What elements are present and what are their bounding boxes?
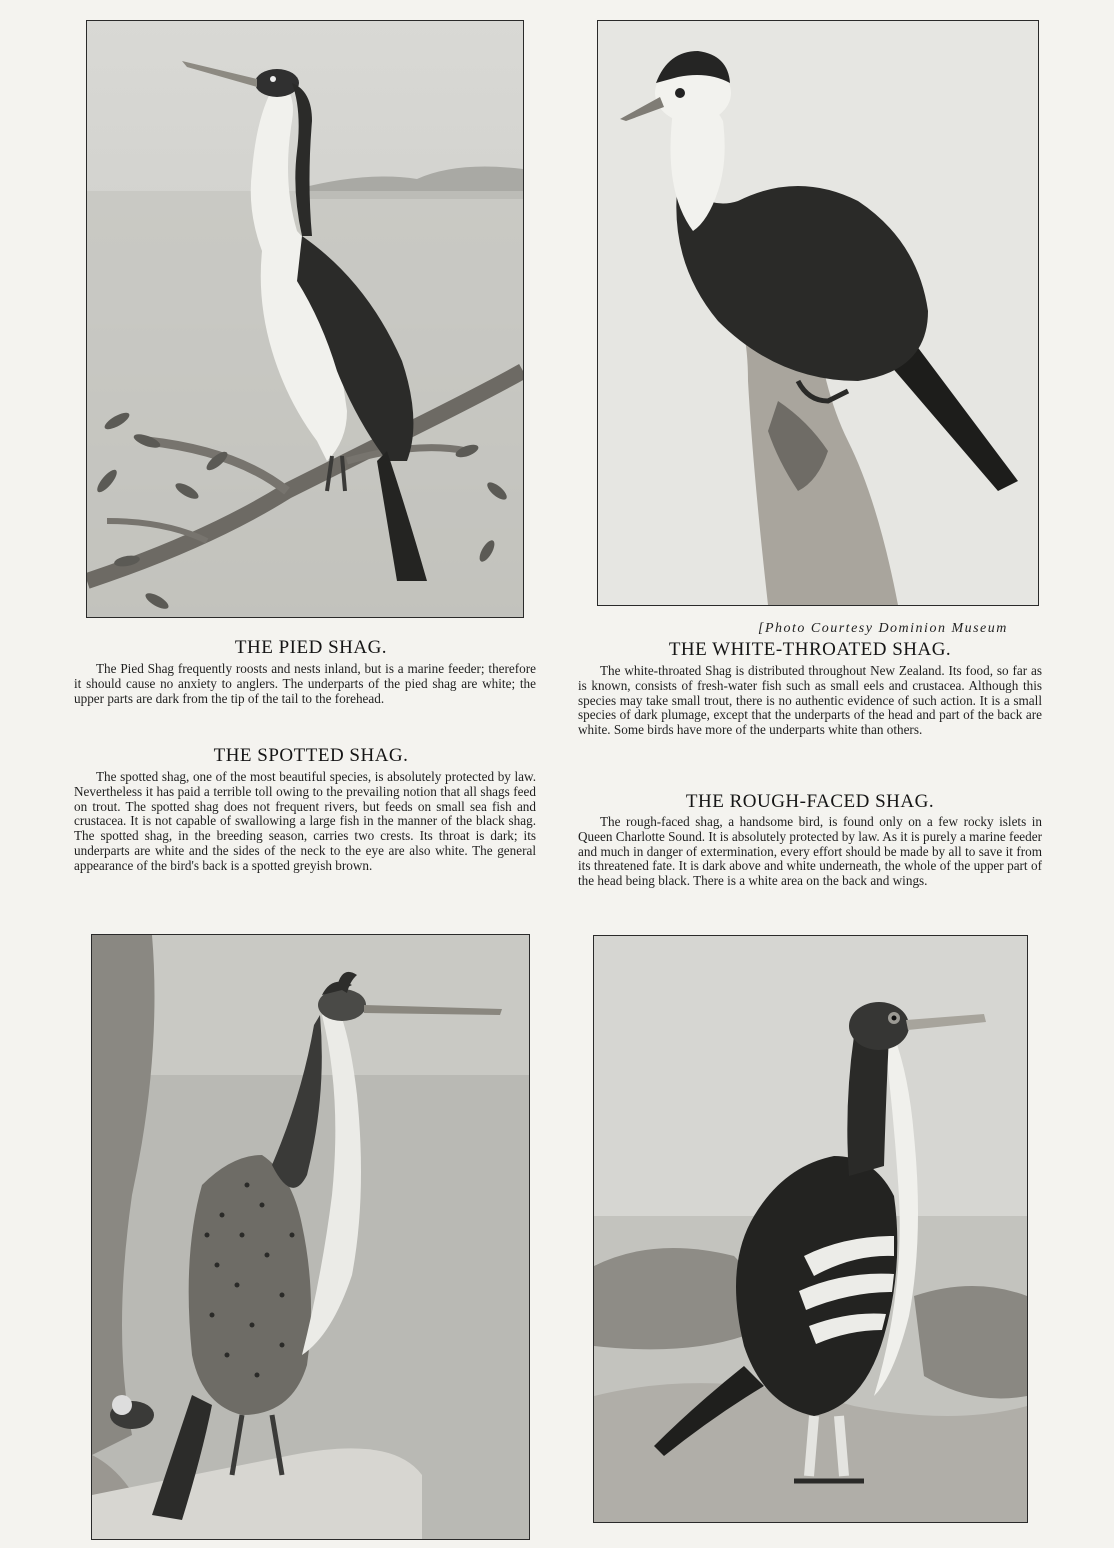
white-throated-shag-title: THE WHITE-THROATED SHAG. [668, 639, 952, 660]
rough-faced-shag-photo [593, 935, 1028, 1523]
white-throated-shag-description: The white-throated Shag is distributed throughout New Zealand. Its food, so far as is known, consists of fresh-water fish such as small eels and crustacea. Although this species may take small trout, there is no authentic evidence of such action. It is a small species of dark plumage, except that the underparts of the head and part of the back are white. Some birds have more of the underparts white than others. [578, 663, 1042, 738]
pied-shag-illustration [86, 20, 524, 618]
pied-shag-title: THE PIED SHAG. [234, 637, 388, 658]
rough-faced-shag-title: THE ROUGH-FACED SHAG. [685, 791, 935, 812]
spotted-shag-title: THE SPOTTED SHAG. [213, 745, 409, 766]
spotted-shag-description: The spotted shag, one of the most beautiful species, is absolutely protected by law. Nevertheless it has paid a terrible toll owing to the prevailing notion that all shags feed on trout. The spotted shag does not frequent rivers, but feeds on small sea fish and crustacea. It is not capable of swallowing a large fish in the manner of the black shag. The spotted shag, in the breeding season, carries two crests. Its throat is dark; its underparts are white and the sides of the neck to the eye are also white. The general appearance of the bird's back is a spotted greyish brown. [74, 769, 536, 873]
white-throated-shag-photo [597, 20, 1039, 606]
spotted-shag-illustration [91, 934, 530, 1540]
rough-faced-shag-description: The rough-faced shag, a handsome bird, is found only on a few rocky islets in Queen Charlotte Sound. It is absolutely protected by law. As it is purely a marine feeder and much in danger of extermination, every effort should be made by all to save it from its threatened fate. It is dark above and white underneath, the whole of the upper part of the head being black. There is a white area on the back and wings. [578, 814, 1042, 889]
photo-credit: [Photo Courtesy Dominion Museum [758, 621, 1008, 636]
pied-shag-description: The Pied Shag frequently roosts and nests inland, but is a marine feeder; therefore it should cause no anxiety to anglers. The underparts of the pied shag are white; the upper parts are dark from the tip of the tail to the forehead. [74, 661, 536, 706]
